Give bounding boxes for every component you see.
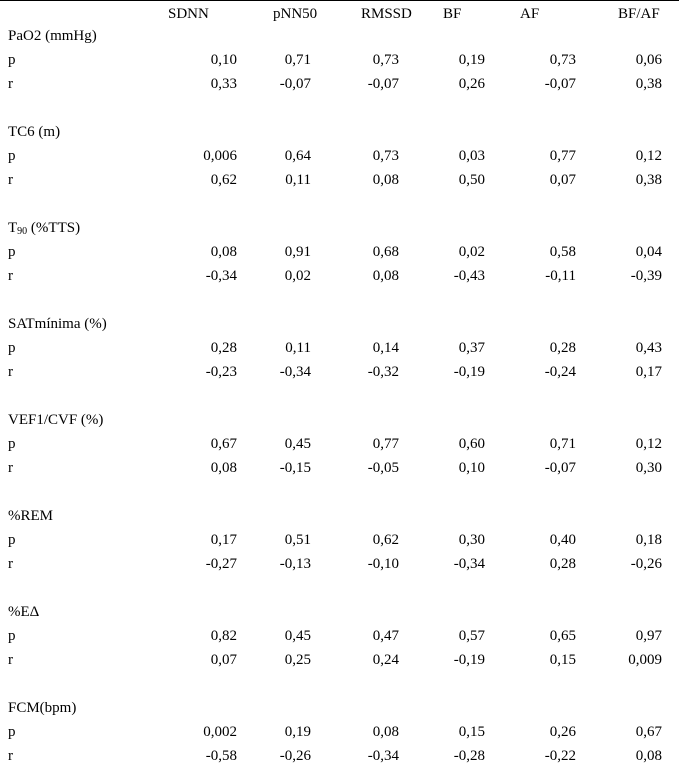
table-header	[0, 2, 679, 26]
p-row-label: p	[8, 52, 16, 68]
p-value-cell: 0,04	[635, 244, 662, 260]
p-value-cell: 0,06	[635, 52, 662, 68]
variable-group	[0, 600, 679, 672]
p-value-cell: 0,71	[284, 52, 311, 68]
r-value-cell: -0,24	[544, 364, 576, 380]
r-value-cell: -0,34	[453, 556, 485, 572]
p-value-cell: 0,65	[549, 628, 576, 644]
r-value-cell: -0,07	[544, 76, 576, 92]
p-value-cell: 0,73	[372, 52, 399, 68]
r-value-cell: -0,26	[630, 556, 662, 572]
p-value-cell: 0,45	[284, 628, 311, 644]
p-row-label: p	[8, 244, 16, 260]
group-title: %REM	[8, 508, 53, 524]
p-value-cell: 0,82	[210, 628, 237, 644]
r-value-cell: -0,07	[367, 76, 399, 92]
p-value-cell: 0,03	[458, 148, 485, 164]
r-value-cell: -0,13	[279, 556, 311, 572]
p-value-cell: 0,97	[635, 628, 662, 644]
p-value-cell: 0,67	[210, 436, 237, 452]
group-title-rest: (%TTS)	[27, 220, 81, 236]
r-value-cell: -0,32	[367, 364, 399, 380]
p-row-label: p	[8, 724, 16, 740]
r-value-cell: 0,07	[549, 172, 576, 188]
r-value-cell: -0,28	[453, 748, 485, 764]
r-value-cell: 0,009	[628, 652, 662, 668]
group-title	[8, 216, 80, 240]
r-value-cell: 0,02	[284, 268, 311, 284]
r-row-label: r	[8, 76, 13, 92]
r-value-cell: -0,58	[205, 748, 237, 764]
variable-group	[0, 696, 679, 768]
r-value-cell: 0,17	[635, 364, 662, 380]
group-title: SATmínima (%)	[8, 316, 107, 332]
r-value-cell: -0,19	[453, 364, 485, 380]
group-title: %EΔ	[8, 604, 40, 620]
p-row-label: p	[8, 532, 16, 548]
r-value-cell: 0,28	[549, 556, 576, 572]
p-value-cell: 0,26	[549, 724, 576, 740]
r-value-cell: -0,39	[630, 268, 662, 284]
r-row-label: r	[8, 748, 13, 764]
p-value-cell: 0,12	[635, 436, 662, 452]
p-value-cell: 0,002	[203, 724, 237, 740]
p-value-cell: 0,28	[549, 340, 576, 356]
p-value-cell: 0,28	[210, 340, 237, 356]
p-value-cell: 0,73	[372, 148, 399, 164]
p-value-cell: 0,18	[635, 532, 662, 548]
p-row-label: p	[8, 340, 16, 356]
variable-group	[0, 24, 679, 96]
p-row-label: p	[8, 628, 16, 644]
p-value-cell: 0,17	[210, 532, 237, 548]
group-title: PaO2 (mmHg)	[8, 28, 97, 44]
r-value-cell: 0,38	[635, 76, 662, 92]
r-row-label: r	[8, 652, 13, 668]
r-value-cell: 0,08	[210, 460, 237, 476]
p-value-cell: 0,62	[372, 532, 399, 548]
r-value-cell: 0,07	[210, 652, 237, 668]
p-value-cell: 0,08	[210, 244, 237, 260]
column-header-pnn50: pNN50	[273, 6, 318, 22]
r-value-cell: 0,15	[549, 652, 576, 668]
group-title-main: T	[8, 220, 18, 236]
r-row-label: r	[8, 460, 13, 476]
r-value-cell: 0,10	[458, 460, 485, 476]
group-title: TC6 (m)	[8, 124, 61, 140]
p-value-cell: 0,91	[284, 244, 311, 260]
r-row-label: r	[8, 268, 13, 284]
p-row-label: p	[8, 148, 16, 164]
p-value-cell: 0,02	[458, 244, 485, 260]
p-value-cell: 0,71	[549, 436, 576, 452]
p-value-cell: 0,11	[285, 340, 311, 356]
variable-group	[0, 312, 679, 384]
r-value-cell: 0,08	[372, 172, 399, 188]
r-value-cell: -0,27	[205, 556, 237, 572]
r-value-cell: -0,07	[544, 460, 576, 476]
variable-group	[0, 120, 679, 192]
r-value-cell: -0,22	[544, 748, 576, 764]
column-header-af: AF	[520, 6, 540, 22]
group-title: VEF1/CVF (%)	[8, 412, 104, 428]
p-row-label: p	[8, 436, 16, 452]
r-value-cell: -0,05	[367, 460, 399, 476]
table-top-rule	[0, 0, 679, 1]
r-value-cell: -0,43	[453, 268, 485, 284]
r-value-cell: 0,24	[372, 652, 399, 668]
r-value-cell: -0,19	[453, 652, 485, 668]
r-value-cell: 0,08	[635, 748, 662, 764]
r-value-cell: 0,62	[210, 172, 237, 188]
group-title-subscript: 90	[17, 226, 28, 237]
p-value-cell: 0,51	[284, 532, 311, 548]
column-header-bf: BF	[443, 6, 462, 22]
column-header-sdnn: SDNN	[168, 6, 209, 22]
p-value-cell: 0,08	[372, 724, 399, 740]
group-title: FCM(bpm)	[8, 700, 77, 716]
variable-group	[0, 408, 679, 480]
r-value-cell: -0,34	[367, 748, 399, 764]
p-value-cell: 0,15	[458, 724, 485, 740]
p-value-cell: 0,64	[284, 148, 311, 164]
r-value-cell: 0,33	[210, 76, 237, 92]
r-value-cell: -0,11	[545, 268, 576, 284]
r-row-label: r	[8, 172, 13, 188]
r-row-label: r	[8, 556, 13, 572]
p-value-cell: 0,19	[458, 52, 485, 68]
p-value-cell: 0,14	[372, 340, 399, 356]
r-value-cell: 0,25	[284, 652, 311, 668]
p-value-cell: 0,40	[549, 532, 576, 548]
r-value-cell: 0,50	[458, 172, 485, 188]
r-value-cell: 0,30	[635, 460, 662, 476]
column-header-rmssd: RMSSD	[361, 6, 412, 22]
r-value-cell: -0,10	[367, 556, 399, 572]
r-value-cell: 0,26	[458, 76, 485, 92]
variable-group	[0, 504, 679, 576]
r-row-label: r	[8, 364, 13, 380]
r-value-cell: 0,11	[285, 172, 311, 188]
p-value-cell: 0,19	[284, 724, 311, 740]
p-value-cell: 0,47	[372, 628, 399, 644]
p-value-cell: 0,67	[635, 724, 662, 740]
p-value-cell: 0,30	[458, 532, 485, 548]
r-value-cell: 0,08	[372, 268, 399, 284]
r-value-cell: -0,34	[205, 268, 237, 284]
p-value-cell: 0,60	[458, 436, 485, 452]
p-value-cell: 0,006	[203, 148, 237, 164]
p-value-cell: 0,37	[458, 340, 485, 356]
p-value-cell: 0,68	[372, 244, 399, 260]
p-value-cell: 0,77	[549, 148, 576, 164]
p-value-cell: 0,43	[635, 340, 662, 356]
p-value-cell: 0,73	[549, 52, 576, 68]
p-value-cell: 0,58	[549, 244, 576, 260]
p-value-cell: 0,45	[284, 436, 311, 452]
r-value-cell: -0,26	[279, 748, 311, 764]
p-value-cell: 0,10	[210, 52, 237, 68]
r-value-cell: -0,34	[279, 364, 311, 380]
r-value-cell: -0,15	[279, 460, 311, 476]
p-value-cell: 0,77	[372, 436, 399, 452]
p-value-cell: 0,57	[458, 628, 485, 644]
r-value-cell: -0,23	[205, 364, 237, 380]
r-value-cell: -0,07	[279, 76, 311, 92]
p-value-cell: 0,12	[635, 148, 662, 164]
column-header-bf-af: BF/AF	[618, 6, 660, 22]
variable-group	[0, 216, 679, 288]
r-value-cell: 0,38	[635, 172, 662, 188]
